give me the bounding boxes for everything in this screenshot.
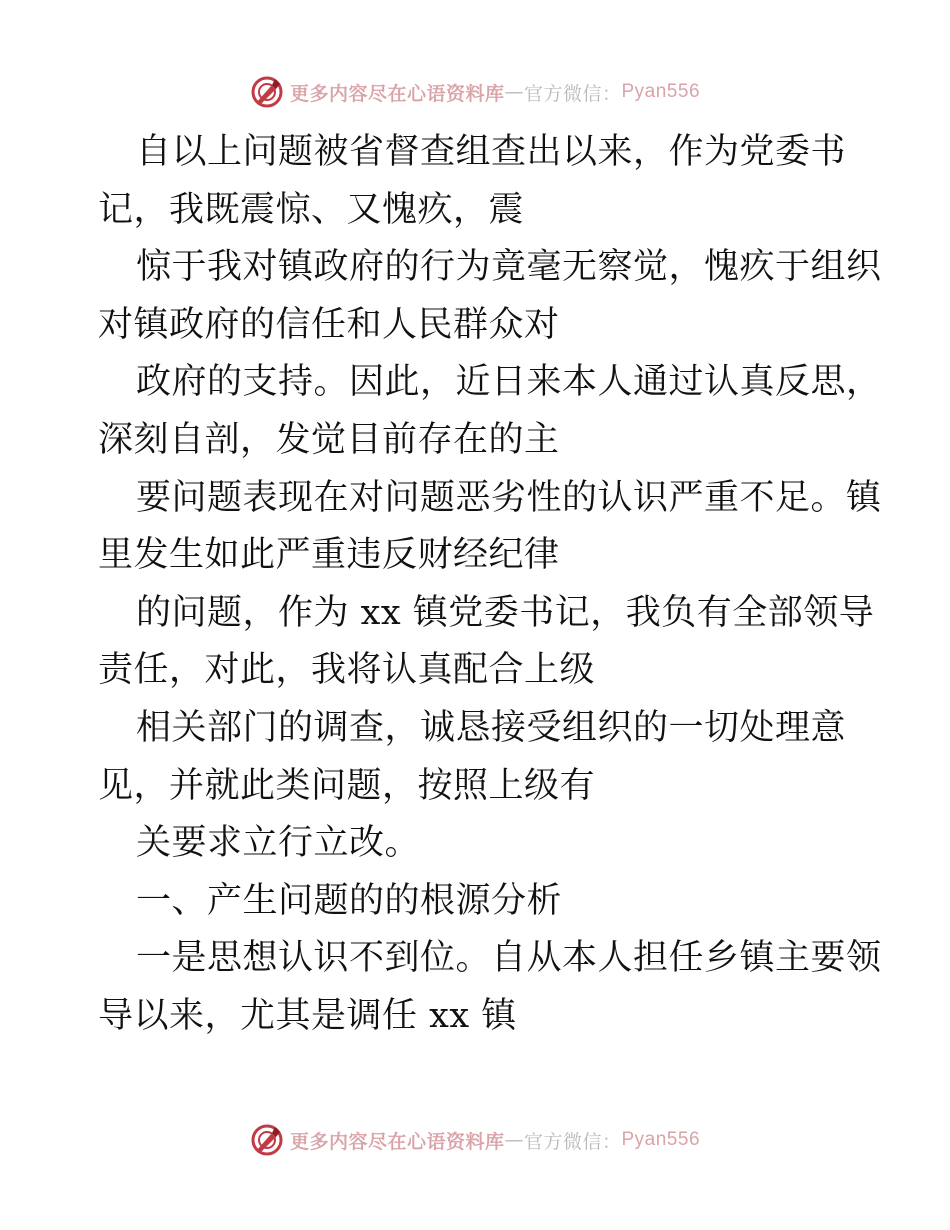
paragraph-line: 惊于我对镇政府的行为竟毫无察觉，愧疚于组织: [136, 247, 882, 288]
watermark-wechat-id: Pyan556: [621, 1129, 701, 1150]
paragraph-line: 责任，对此，我将认真配合上级: [98, 650, 596, 691]
footer-watermark: [0, 1120, 950, 1160]
document-body: [98, 124, 882, 1046]
pen-logo-icon: [250, 1123, 284, 1157]
paragraph-line: 相关部门的调查，诚恳接受组织的一切处理意: [136, 707, 847, 748]
paragraph-line: 关要求立行立改。: [136, 823, 421, 864]
paragraph-line: 的问题，作为 xx 镇党委书记，我负有全部领导: [136, 592, 875, 633]
paragraph-line: 要问题表现在对问题恶劣性的认识严重不足。镇: [136, 477, 882, 518]
pen-logo-icon: [250, 75, 284, 109]
section-heading: 一、产生问题的的根源分析: [136, 880, 563, 921]
watermark-wechat-label: 官方微信：: [523, 82, 622, 105]
watermark-main-text: 更多内容尽在心语资料库: [289, 82, 505, 105]
paragraph-line: 里发生如此严重违反财经纪律: [98, 535, 560, 576]
paragraph-line: 对镇政府的信任和人民群众对: [98, 304, 560, 345]
watermark-main-text: 更多内容尽在心语资料库: [289, 1130, 505, 1153]
paragraph-line: 一是思想认识不到位。自从本人担任乡镇主要领: [136, 938, 882, 979]
watermark-dash: —: [504, 81, 524, 103]
paragraph-line: 深刻自剖，发觉目前存在的主: [98, 419, 560, 460]
watermark-wechat-id: Pyan556: [621, 81, 701, 102]
paragraph-line: 导以来，尤其是调任 xx 镇: [98, 995, 517, 1036]
watermark-wechat-label: 官方微信：: [523, 1130, 622, 1153]
header-watermark: [0, 72, 950, 112]
watermark-dash: —: [504, 1129, 524, 1151]
paragraph-line: 自以上问题被省督查组查出以来，作为党委书: [136, 132, 847, 172]
paragraph-line: 记，我既震惊、又愧疚，震: [98, 189, 525, 230]
paragraph-line: 政府的支持。因此，近日来本人通过认真反思，: [136, 362, 882, 403]
paragraph-line: 见，并就此类问题，按照上级有: [98, 765, 596, 806]
